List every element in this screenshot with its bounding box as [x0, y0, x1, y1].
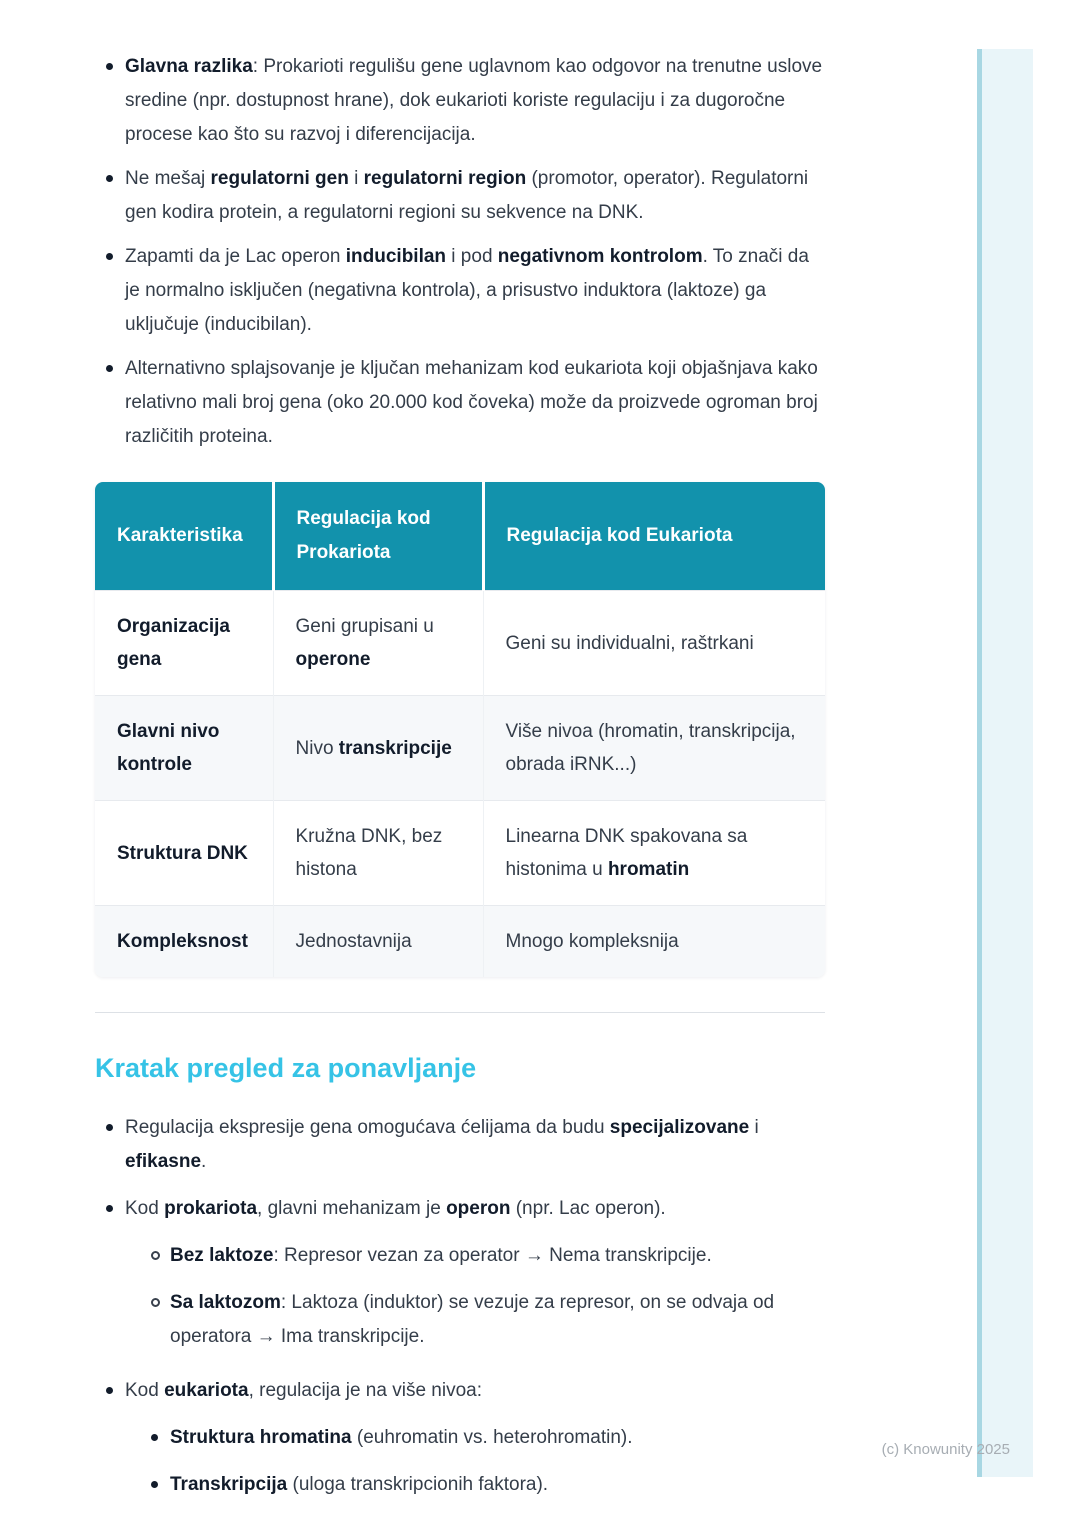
list-item	[95, 1468, 825, 1502]
list-item	[95, 240, 825, 342]
bullet-icon	[151, 1298, 160, 1307]
bullet-icon	[151, 1481, 158, 1488]
list-item	[95, 1286, 825, 1354]
list-item	[95, 352, 825, 454]
bold-text: Sa laktozom	[170, 1292, 281, 1313]
list-item	[95, 1192, 825, 1226]
bullet-icon	[106, 365, 113, 372]
list-item	[95, 1111, 825, 1179]
table-row-label: Glavni nivo kontrole	[95, 696, 273, 801]
list-item-text: Glavna razlika: Prokarioti regulišu gene uglavnom kao odgovor na trenutne uslove sredine (npr. dostupnost hrane), dok eukarioti koriste regulaciju i za dugoročne procese kao što su razvoj i diferencijacija.	[125, 56, 823, 145]
copyright-watermark: (c) Knowunity 2025	[881, 1441, 1010, 1458]
table-cell-prokariota: Jednostavnija	[273, 906, 483, 978]
review-bullet-list	[95, 1111, 825, 1502]
bold-text: regulatorni gen	[210, 168, 349, 189]
list-item-text: Kod prokariota, glavni mehanizam je operon (npr. Lac operon).	[125, 1198, 666, 1219]
comparison-table	[95, 482, 825, 977]
list-item-text: Zapamti da je Lac operon inducibilan i pod negativnom kontrolom. To znači da je normalno isključen (negativna kontrola), a prisustvo induktora (laktoze) ga uključuje (inducibilan).	[125, 246, 809, 335]
bold-text: regulatorni region	[363, 168, 527, 189]
bold-text: hromatin	[607, 859, 690, 880]
bullet-icon	[106, 1205, 113, 1212]
list-item	[95, 50, 825, 152]
table-header-cell: Regulacija kod Prokariota	[273, 482, 483, 591]
bullet-icon	[106, 1387, 113, 1394]
table-row	[95, 696, 825, 801]
bullet-icon	[106, 1124, 113, 1131]
table-row	[95, 801, 825, 906]
table-cell-eukariota: Više nivoa (hromatin, transkripcija, obrada iRNK...)	[483, 696, 825, 801]
table-row-label: Struktura DNK	[95, 801, 273, 906]
list-item	[95, 1421, 825, 1455]
list-item-text: Sa laktozom: Laktoza (induktor) se vezuje za represor, on se odvaja od operatora → Ima transkripcije.	[170, 1292, 775, 1347]
table-row	[95, 906, 825, 978]
bold-text: Struktura hromatina	[170, 1427, 352, 1448]
list-item	[95, 1374, 825, 1408]
bold-text: Bez laktoze	[170, 1245, 274, 1266]
list-item-text: Struktura hromatina (euhromatin vs. heterohromatin).	[170, 1427, 633, 1448]
bold-text: Transkripcija	[170, 1474, 288, 1495]
list-item-text: Regulacija ekspresije gena omogućava ćelijama da budu specijalizovane i efikasne.	[125, 1117, 759, 1172]
table-cell-prokariota: Nivo transkripcije	[273, 696, 483, 801]
bullet-icon	[106, 175, 113, 182]
document-page	[95, 0, 825, 1515]
table-cell-prokariota: Geni grupisani u operone	[273, 591, 483, 696]
list-item	[95, 1239, 825, 1273]
bullet-icon	[151, 1251, 160, 1260]
bold-text: operon	[446, 1198, 511, 1219]
table-cell-prokariota: Kružna DNK, bez histona	[273, 801, 483, 906]
bold-text: prokariota	[164, 1198, 258, 1219]
table-row-label: Organizacija gena	[95, 591, 273, 696]
bold-text: Glavna razlika	[125, 56, 253, 77]
bold-text: efikasne	[125, 1151, 202, 1172]
table-header-cell: Karakteristika	[95, 482, 273, 591]
bold-text: transkripcije	[338, 737, 452, 759]
list-item-text: Transkripcija (uloga transkripcionih faktora).	[170, 1474, 549, 1495]
table-cell-eukariota: Linearna DNK spakovana sa histonima u hromatin	[483, 801, 825, 906]
bullet-icon	[151, 1434, 158, 1441]
list-item-text: Kod eukariota, regulacija je na više nivoa:	[125, 1380, 482, 1401]
list-item	[95, 162, 825, 230]
section-divider	[95, 1012, 825, 1013]
table-cell-eukariota: Geni su individualni, raštrkani	[483, 591, 825, 696]
bold-text: operone	[295, 649, 371, 670]
bold-text: negativnom kontrolom	[497, 246, 703, 267]
table-row-label: Kompleksnost	[95, 906, 273, 978]
table-body	[95, 591, 825, 978]
bold-text: specijalizovane	[609, 1117, 750, 1138]
comparison-table-wrap	[95, 482, 825, 977]
table-header-cell: Regulacija kod Eukariota	[483, 482, 825, 591]
bold-text: eukariota	[164, 1380, 249, 1401]
bullet-icon	[106, 253, 113, 260]
list-item-text: Bez laktoze: Represor vezan za operator → Nema transkripcije.	[170, 1245, 712, 1266]
list-item-text: Alternativno splajsovanje je ključan mehanizam kod eukariota koji objašnjava kako relativno mali broj gena (oko 20.000 kod čoveka) može da proizvede ogroman broj različitih proteina.	[125, 358, 818, 447]
bold-text: inducibilan	[345, 246, 447, 267]
table-row	[95, 591, 825, 696]
bullet-icon	[106, 63, 113, 70]
next-page-edge-strip	[977, 49, 1033, 1477]
notes-bullet-list	[95, 0, 825, 454]
section-heading: Kratak pregled za ponavljanje	[95, 1053, 477, 1083]
table-cell-eukariota: Mnogo kompleksnija	[483, 906, 825, 978]
table-header-row	[95, 482, 825, 591]
list-item-text: Ne mešaj regulatorni gen i regulatorni region (promotor, operator). Regulatorni gen kodira protein, a regulatorni regioni su sekvence na DNK.	[125, 168, 809, 223]
